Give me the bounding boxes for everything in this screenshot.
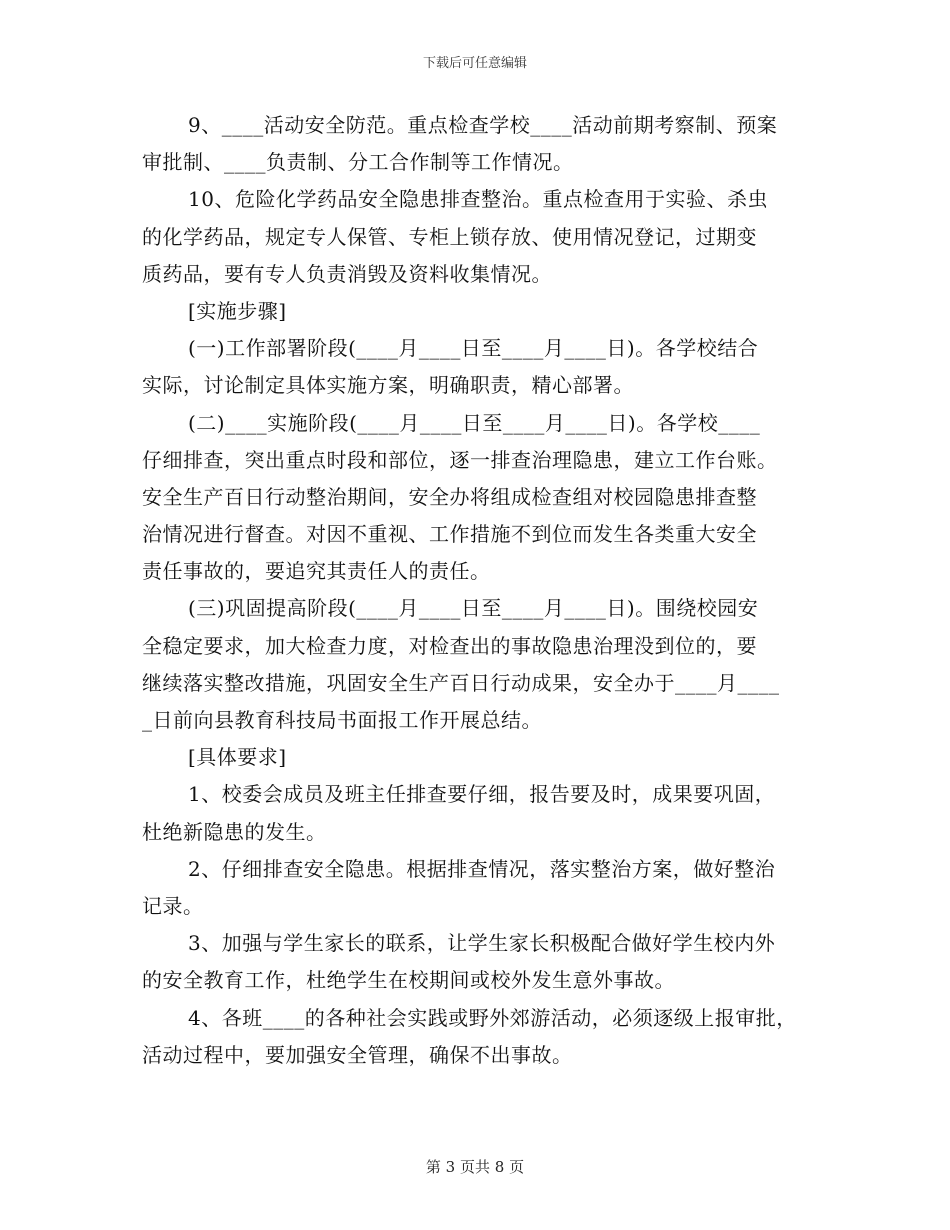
text-line: _日前向县教育科技局书面报工作开展总结。 (142, 708, 542, 732)
section-heading: [实施步骤] (188, 298, 287, 323)
text-line: 安全生产百日行动整治期间，安全办将组成检查组对校园隐患排查整 (142, 484, 757, 509)
text-line: 审批制、____负责制、分工合作制等工作情况。 (142, 150, 574, 175)
text-line: (一)工作部署阶段(____月____日至____月____日)。各学校结合 (188, 336, 759, 361)
text-line: 责任事故的，要追究其责任人的责任。 (142, 559, 491, 584)
text-line: (二)____实施阶段(____月____日至____月____日)。各学校____ (188, 410, 761, 435)
page-number: 第 3 页共 8 页 (425, 1158, 525, 1176)
text-line: (三)巩固提高阶段(____月____日至____月____日)。围绕校园安 (188, 596, 759, 621)
section-heading: [具体要求] (188, 745, 287, 770)
text-line: 记录。 (142, 893, 204, 918)
text-line: 全稳定要求，加大检查力度，对检查出的事故隐患治理没到位的，要 (142, 633, 757, 658)
text-line: 1、校委会成员及班主任排查要仔细，报告要及时，成果要巩固， (188, 782, 776, 807)
document-body (142, 107, 814, 1074)
download-note: 下载后可任意编辑 (422, 56, 527, 71)
text-line: 实际，讨论制定具体实施方案，明确职责，精心部署。 (142, 373, 634, 398)
text-line: 2、仔细排查安全隐患。根据排查情况，落实整治方案，做好整治 (188, 856, 776, 881)
text-line: 治情况进行督查。对因不重视、工作措施不到位而发生各类重大安全 (142, 522, 757, 547)
text-line: 活动过程中，要加强安全管理，确保不出事故。 (142, 1042, 573, 1067)
text-line: 的安全教育工作，杜绝学生在校期间或校外发生意外事故。 (142, 968, 675, 993)
text-line: 10、危险化学药品安全隐患排查整治。重点检查用于实验、杀虫 (188, 187, 768, 212)
text-line: 4、各班____的各种社会实践或野外郊游活动，必须逐级上报审批， (188, 1005, 797, 1030)
text-line: 仔细排查，突出重点时段和部位，逐一排查治理隐患，建立工作台账。 (142, 447, 778, 472)
text-line: 继续落实整改措施，巩固安全生产百日行动成果，安全办于____月____ (142, 670, 780, 695)
text-line: 质药品，要有专人负责消毁及资料收集情况。 (142, 261, 552, 286)
text-line: 3、加强与学生家长的联系，让学生家长积极配合做好学生校内外 (188, 931, 776, 956)
text-line: 的化学药品，规定专人保管、专柜上锁存放、使用情况登记，过期变 (142, 224, 757, 249)
text-line: 9、____活动安全防范。重点检查学校____活动前期考察制、预案 (188, 113, 778, 137)
text-line: 杜绝新隐患的发生。 (142, 819, 327, 844)
